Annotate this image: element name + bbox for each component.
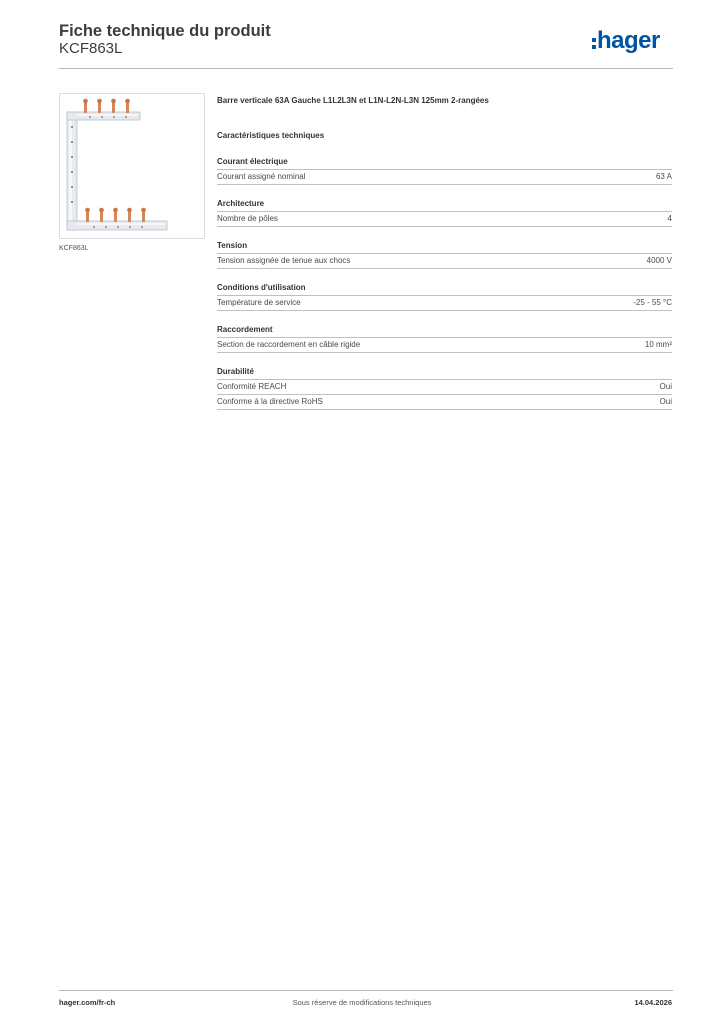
spec-section-voltage xyxy=(217,241,672,269)
spec-row xyxy=(217,170,672,185)
spec-label: Conforme à la directive RoHS xyxy=(217,397,323,406)
spec-section-architecture xyxy=(217,199,672,227)
section-title: Courant électrique xyxy=(217,157,672,170)
section-title: Durabilité xyxy=(217,367,672,380)
header-divider xyxy=(59,68,673,69)
section-title: Architecture xyxy=(217,199,672,212)
spec-content xyxy=(217,96,672,424)
spec-section-operating-conditions xyxy=(217,283,672,311)
logo-text: hager xyxy=(597,27,660,54)
spec-label: Section de raccordement en câble rigide xyxy=(217,340,361,349)
product-image xyxy=(59,93,205,239)
product-description: Barre verticale 63A Gauche L1L2L3N et L1N-L2N-L3N 125mm 2-rangées xyxy=(217,96,489,105)
image-caption: KCF863L xyxy=(59,245,89,252)
spec-section-electric-current xyxy=(217,157,672,185)
product-reference: KCF863L xyxy=(59,40,123,57)
busbar-illustration xyxy=(60,94,204,238)
footer-disclaimer: Sous réserve de modifications techniques xyxy=(292,998,432,1007)
spec-label: Courant assigné nominal xyxy=(217,172,306,181)
logo-dots-icon xyxy=(592,38,596,49)
hager-logo xyxy=(592,26,660,56)
spec-value: 10 mm² xyxy=(644,340,672,349)
spec-label: Température de service xyxy=(217,298,301,307)
spec-section-connection xyxy=(217,325,672,353)
spec-row xyxy=(217,212,672,227)
spec-value: 63 A xyxy=(655,172,672,181)
spec-section-durability xyxy=(217,367,672,410)
spec-row xyxy=(217,338,672,353)
spec-label: Nombre de pôles xyxy=(217,214,278,223)
section-title: Tension xyxy=(217,241,672,254)
spec-value: 4 xyxy=(667,214,672,223)
spec-row xyxy=(217,296,672,311)
spec-row xyxy=(217,254,672,269)
section-title: Raccordement xyxy=(217,325,672,338)
spec-label: Conformité REACH xyxy=(217,382,287,391)
spec-value: -25 - 55 °C xyxy=(633,298,672,307)
spec-row xyxy=(217,380,672,395)
spec-label: Tension assignée de tenue aux chocs xyxy=(217,256,351,265)
footer-website-link[interactable]: hager.com/fr-ch xyxy=(59,998,116,1007)
page-title: Fiche technique du produit xyxy=(59,22,271,40)
tech-characteristics-heading: Caractéristiques techniques xyxy=(217,131,325,140)
footer-divider xyxy=(59,990,673,991)
spec-value: 4000 V xyxy=(646,256,672,265)
spec-row xyxy=(217,395,672,410)
footer-date: 14.04.2026 xyxy=(634,998,672,1007)
spec-value: Oui xyxy=(659,382,672,391)
spec-value: Oui xyxy=(659,397,672,406)
section-title: Conditions d'utilisation xyxy=(217,283,672,296)
